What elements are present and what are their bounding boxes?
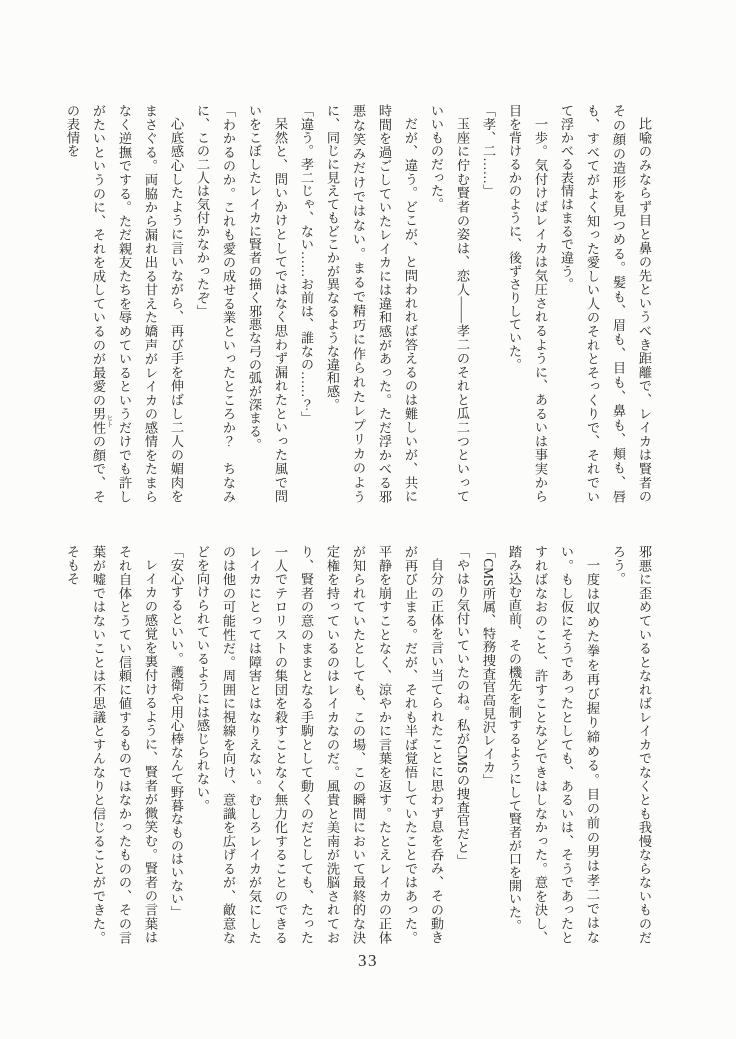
paragraph-continuation: 邪悪に歪めているとなればレイカでなくとも我慢ならないものだろう。	[611, 545, 652, 944]
paragraph-with-ruby	[59, 104, 189, 503]
paragraph: レイカの感覚を裏付けるように、賢者が微笑む。賢者の言葉はそれ自体とうてい信頼に値するものではなかったものの、その言葉が嘘ではないことは不思議とすんなりと信じることができた。そもそ	[65, 545, 158, 944]
paragraph: 自分の正体を言い当てられたことに思わず息を呑み、その動きが再び止まる。だが、それも半ば覚悟していたことではあった。平静を崩すことなく、涼やかに言葉を返す。たとえレイカの正体が知られていたとしても、この場、この瞬間において最終的な決定権を持っているのはレイカなのだ。風貴と美南が洗脳されており、賢者の意のままとなる手駒として動くのだとしても、たった一人でテロリストの集団を殺すことなく無力化することのできるレイカにとっては障害とはなりえない。むしろレイカが気にしたのは他の可能性だ。周囲に視線を向け、意識を広げるが、敵意などを向けられているようには感じられない。	[195, 545, 444, 944]
ruby-base: 男性	[91, 407, 106, 435]
paragraph-text: の顔で、その表情を	[65, 104, 106, 504]
ruby-annotation	[91, 407, 113, 435]
paragraph-dialogue: 「違う。孝二じゃ、ない……お前は、誰なの……？」	[299, 104, 314, 425]
paragraph-dialogue: 「わかるのか。これも愛の成せる業といったところか？ ちなみに、この二人は気付かなかったぞ」	[195, 104, 236, 503]
paragraph: 玉座に佇む賢者の姿は、恋人――孝二のそれと瓜二つといっていいものだった。	[429, 104, 470, 503]
paragraph-dialogue: 「CMS所属、特務捜査官高見沢レイカ」	[481, 545, 496, 787]
paragraph: 呆然と、問いかけとしてではなく思わず漏れたといった風で問いをこぼしたレイカに賢者の描く邪悪な弓の弧が深まる。	[247, 104, 288, 503]
paragraph-dialogue: 「やはり気付いていたのね。私がCMSの捜査官だと」	[455, 545, 470, 868]
paragraph: 一歩。気付けばレイカは気圧されるように、あるいは事実から目を背けるかのように、後ずさりしていた。	[507, 104, 548, 503]
page-number: 33	[358, 951, 378, 970]
paragraph: 比喩のみならず目と鼻の先というべき距離で、レイカは賢者のその顔の造形を見つめる。髪も、眉も、目も、鼻も、頬も、唇も、すべてがよく知った愛しい人のそれとそっくりで、それでいて浮かべる表情はまるで違う。	[559, 104, 652, 503]
text-block-bottom	[65, 545, 657, 944]
text-block-top	[65, 104, 657, 504]
paragraph-dialogue: 「安心するといい。護衛や用心棒なんて野暮なものはいない」	[169, 545, 184, 919]
paragraph: 一度は収めた拳を再び握り締める。目の前の男は孝二ではない。もし仮にそうであったとしても、あるいは、そうであったとすればなおのこと、許すことなどできはしなかった。意を決し、踏み込む直前、その機先を制するようにして賢者が口を開いた。	[507, 545, 600, 944]
paragraph: だが、違う。どこが、と問われれば答えるのは難しいが、共に時間を過ごしていたレイカには違和感があった。ただ浮かべる邪悪な笑みだけではない。まるで精巧に作られたレプリカのように、同じに見えてもどこかが異なるような違和感。	[325, 104, 418, 503]
ruby-furigana: ヒト	[105, 407, 113, 435]
paragraph-text: 心底感心したように言いながら、再び手を伸ばし二人の媚肉をまさぐる。両脇から漏れ出る甘えた嬌声がレイカの感情をたまらなく逆撫でする。ただ親友たちを辱めているというだけでも許しがたいというのに、それを成しているのが最愛の	[91, 104, 184, 503]
paragraph-dialogue: 「孝、二……」	[481, 104, 496, 198]
